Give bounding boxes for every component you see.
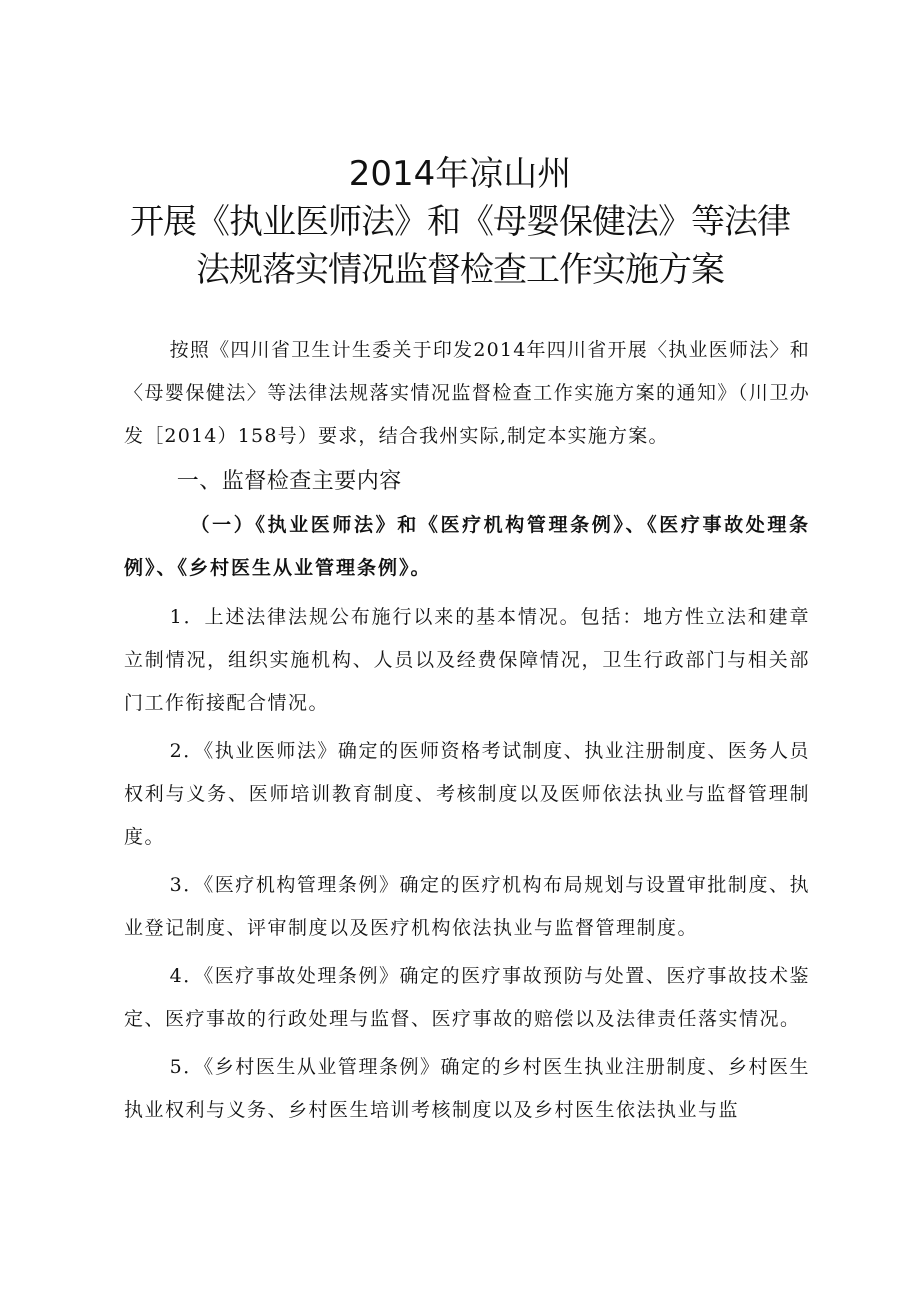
list-item: 2．《执业医师法》确定的医师资格考试制度、执业注册制度、医务人员权利与义务、医师培训教育制度、考核制度以及医师依法执业与监督管理制度。 bbox=[124, 740, 810, 848]
section-heading: 一、监督检查主要内容 bbox=[176, 469, 402, 494]
subsection-heading: （一）《执业医师法》和《医疗机构管理条例》、《医疗事故处理条例》、《乡村医生从业管理条例》。 bbox=[124, 514, 810, 579]
title-line-2: 开展《执业医师法》和《母婴保健法》等法律 bbox=[130, 202, 790, 242]
document-body bbox=[124, 329, 810, 1137]
list-item: 1．上述法律法规公布施行以来的基本情况。包括：地方性立法和建章立制情况，组织实施机构、人员以及经费保障情况，卫生行政部门与相关部门工作衔接配合情况。 bbox=[124, 606, 810, 714]
title-line-1: 2014年凉山州 bbox=[348, 154, 572, 194]
intro-paragraph: 按照《四川省卫生计生委关于印发2014年四川省开展〈执业医师法〉和〈母婴保健法〉等法律法规落实情况监督检查工作实施方案的通知》（川卫办发［2014）158号）要求，结合我州实际,制定本实施方案。 bbox=[124, 339, 810, 447]
title-line-3: 法规落实情况监督检查工作实施方案 bbox=[196, 250, 724, 290]
list-item: 5．《乡村医生从业管理条例》确定的乡村医生执业注册制度、乡村医生执业权利与义务、乡村医生培训考核制度以及乡村医生依法执业与监 bbox=[124, 1056, 810, 1121]
list-item: 3．《医疗机构管理条例》确定的医疗机构布局规划与设置审批制度、执业登记制度、评审制度以及医疗机构依法执业与监督管理制度。 bbox=[124, 874, 810, 939]
list-item: 4．《医疗事故处理条例》确定的医疗事故预防与处置、医疗事故技术鉴定、医疗事故的行政处理与监督、医疗事故的赔偿以及法律责任落实情况。 bbox=[124, 965, 810, 1030]
document-title bbox=[0, 150, 920, 294]
